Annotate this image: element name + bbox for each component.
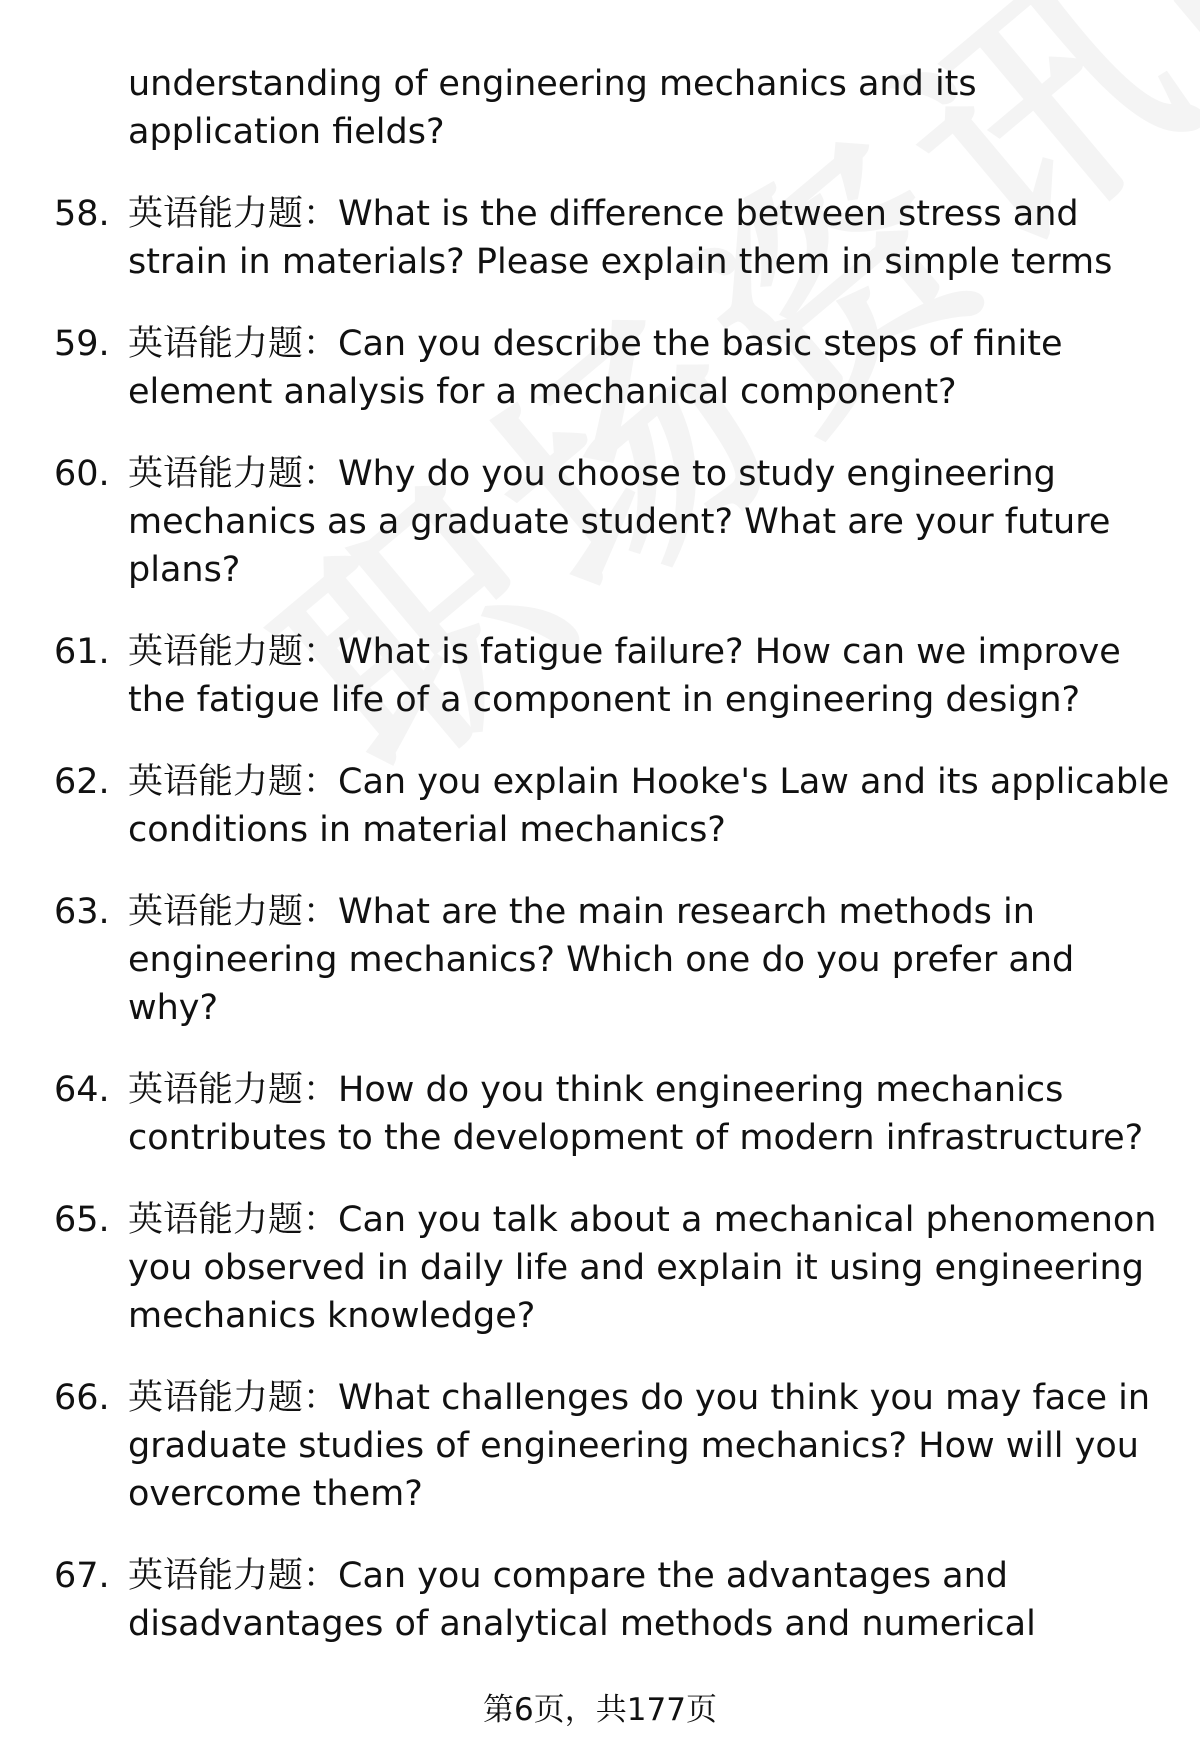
page-footer xyxy=(0,1690,1200,1730)
question-number: 62. xyxy=(54,762,110,802)
question-item xyxy=(0,1196,1200,1340)
page-number-label: 第6页，共177页 xyxy=(483,1692,717,1728)
question-item xyxy=(0,1552,1200,1648)
question-continuation: understanding of engineering mechanics and its application fields? xyxy=(128,64,977,152)
question-text: 英语能力题：Can you compare the advantages and disadvantages of analytical methods and numerical xyxy=(128,1556,1036,1644)
question-item xyxy=(0,450,1200,594)
question-number: 60. xyxy=(54,454,110,494)
question-item xyxy=(0,1066,1200,1162)
question-number: 67. xyxy=(54,1556,110,1596)
question-list xyxy=(0,60,1200,1682)
question-item xyxy=(0,758,1200,854)
question-item xyxy=(0,190,1200,286)
question-number: 65. xyxy=(54,1200,110,1240)
question-text: 英语能力题：Can you describe the basic steps of finite element analysis for a mechanical component? xyxy=(128,324,1063,412)
question-number: 61. xyxy=(54,632,110,672)
question-number: 66. xyxy=(54,1378,110,1418)
question-text: 英语能力题：Can you explain Hooke's Law and its applicable conditions in material mechanics? xyxy=(128,762,1170,850)
question-text: 英语能力题：What are the main research methods in engineering mechanics? Which one do you prefer and why? xyxy=(128,892,1075,1028)
question-number: 64. xyxy=(54,1070,110,1110)
question-number: 58. xyxy=(54,194,110,234)
question-item xyxy=(0,628,1200,724)
question-number: 59. xyxy=(54,324,110,364)
question-text: 英语能力题：What is fatigue failure? How can we improve the fatigue life of a component in engineering design? xyxy=(128,632,1121,720)
question-text: 英语能力题：Can you talk about a mechanical phenomenon you observed in daily life and explain it using engineering mechanics knowledge? xyxy=(128,1200,1157,1336)
question-text: 英语能力题：What is the difference between stress and strain in materials? Please explain them in simple terms xyxy=(128,194,1113,282)
question-number: 63. xyxy=(54,892,110,932)
question-text: 英语能力题：What challenges do you think you may face in graduate studies of engineering mechanics? How will you overcome them? xyxy=(128,1378,1151,1514)
question-text: 英语能力题：How do you think engineering mechanics contributes to the development of modern infrastructure? xyxy=(128,1070,1144,1158)
question-item xyxy=(0,1374,1200,1518)
question-item xyxy=(0,320,1200,416)
question-item xyxy=(0,888,1200,1032)
question-text: 英语能力题：Why do you choose to study engineering mechanics as a graduate student? What are your future plans? xyxy=(128,454,1111,590)
